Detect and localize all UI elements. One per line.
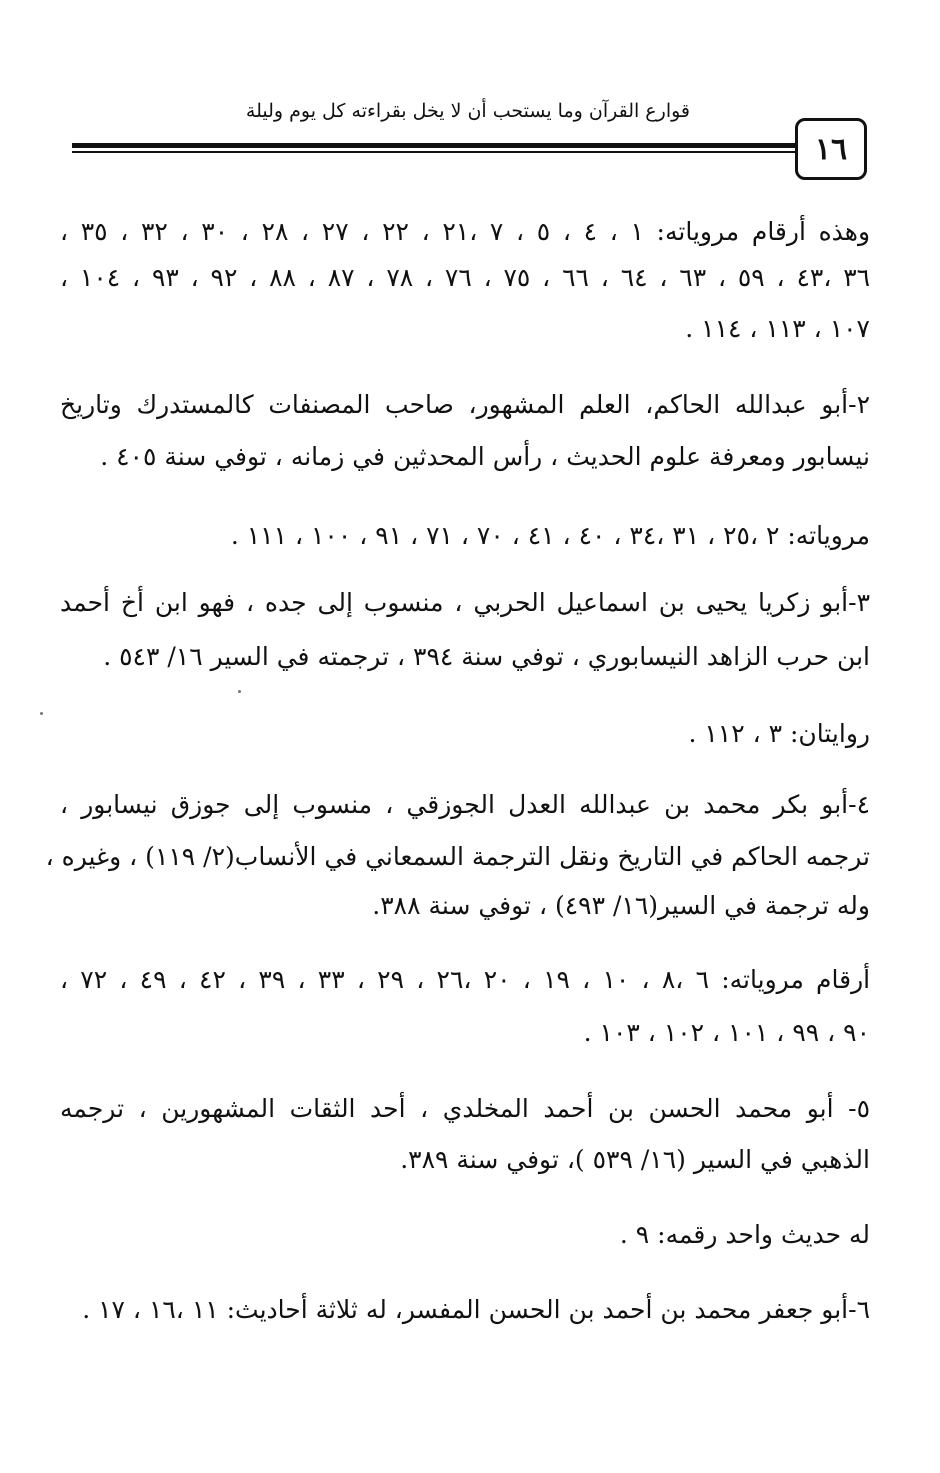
entry-3-line-2: ابن حرب الزاهد النيسابوري ، توفي سنة ٣٩٤ ، ترجمته في السير ١٦/ ٥٤٣ . [103,642,870,671]
p1-line-2: ٣٦ ،٤٣ ، ٥٩ ، ٦٣ ، ٦٤ ، ٦٦ ، ٧٥ ، ٧٦ ، ٧٨ ، ٨٧ ، ٨٨ ، ٩٢ ، ٩٣ ، ١٠٤ ، [60,263,871,292]
entry-4-narrations-line-1: أرقام مروياته: ٦ ،٨ ، ١٠ ، ١٩ ، ٢٠ ،٢٦ ، ٢٩ ، ٣٣ ، ٣٩ ، ٤٢ ، ٤٩ ، ٧٢ ، [60,965,871,994]
scan-speck [40,712,43,715]
header-rule-thick [72,143,802,148]
entry-5-narrations: له حديث واحد رقمه: ٩ . [619,1220,870,1249]
p1-line-1: وهذه أرقام مروياته: ١ ، ٤ ، ٥ ، ٧ ،٢١ ، ٢٢ ، ٢٧ ، ٢٨ ، ٣٠ ، ٣٢ ، ٣٥ ، [60,217,871,246]
entry-5-line-2: الذهبي في السير (١٦/ ٥٣٩ )، توفي سنة ٣٨٩. [400,1145,870,1174]
entry-4-narrations-line-2: ٩٠ ، ٩٩ ، ١٠١ ، ١٠٢ ، ١٠٣ . [583,1018,870,1047]
entry-2-line-1: ٢-أبو عبدالله الحاكم، العلم المشهور، صاحب المصنفات كالمستدرك وتاريخ [60,390,870,419]
entry-4-line-1: ٤-أبو بكر محمد بن عبدالله العدل الجوزقي ، منسوب إلى جوزق نيسابور ، [60,790,870,819]
entry-6-line-1: ٦-أبو جعفر محمد بن أحمد بن الحسن المفسر، له ثلاثة أحاديث: ١١ ،١٦ ، ١٧ . [82,1295,870,1324]
scan-speck [238,690,241,693]
entry-2-line-2: نيسابور ومعرفة علوم الحديث ، رأس المحدثين في زمانه ، توفي سنة ٤٠٥ . [100,442,870,471]
running-title: قوارع القرآن وما يستحب أن لا يخل بقراءته كل يوم وليلة [245,100,690,122]
entry-3-narrations: روايتان: ٣ ، ١١٢ . [688,719,870,748]
entry-3-line-1: ٣-أبو زكريا يحيى بن اسماعيل الحربي ، منسوب إلى جده ، فهو ابن أخ أحمد [60,588,870,617]
page-number: ١٦ [814,131,848,167]
header-rule-thin [72,151,802,153]
entry-4-line-2: ترجمه الحاكم في التاريخ ونقل الترجمة السمعاني في الأنساب(٢/ ١١٩) ، وغيره ، [45,842,870,871]
p1-line-3: ١٠٧ ، ١١٣ ، ١١٤ . [685,314,870,343]
entry-4-line-3: وله ترجمة في السير(١٦/ ٤٩٣) ، توفي سنة ٣٨٨. [372,891,870,920]
entry-5-line-1: ٥- أبو محمد الحسن بن أحمد المخلدي ، أحد الثقات المشهورين ، ترجمه [60,1094,870,1123]
page-number-box [795,118,867,180]
entry-2-narrations: مروياته: ٢ ،٢٥ ، ٣١ ،٣٤ ، ٤٠ ، ٤١ ، ٧٠ ، ٧١ ، ٩١ ، ١٠٠ ، ١١١ . [230,521,870,550]
